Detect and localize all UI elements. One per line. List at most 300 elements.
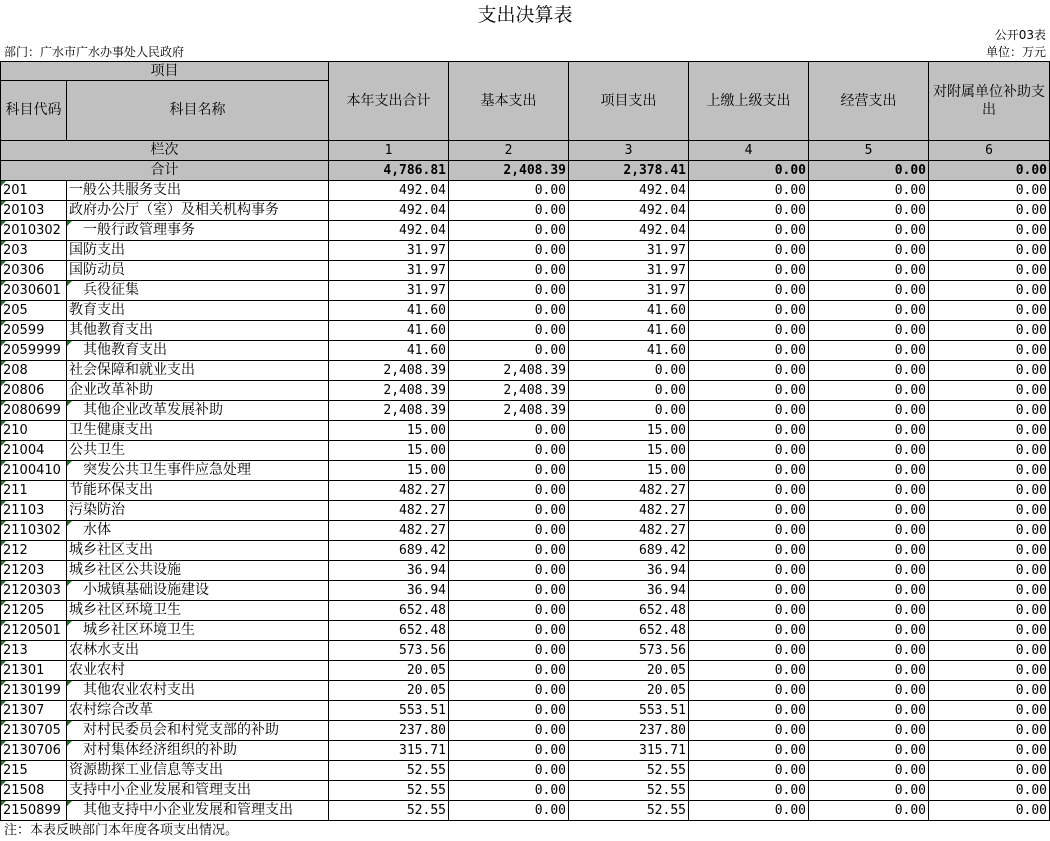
amount-cell-col-4[interactable]: 0.00 bbox=[689, 461, 809, 481]
amount-cell-col-3[interactable]: 689.42 bbox=[569, 541, 689, 561]
amount-cell-col-2[interactable]: 0.00 bbox=[449, 241, 569, 261]
amount-cell-col-3[interactable]: 15.00 bbox=[569, 441, 689, 461]
amount-cell-col-3[interactable]: 492.04 bbox=[569, 221, 689, 241]
amount-cell-col-5[interactable]: 0.00 bbox=[809, 201, 929, 221]
amount-cell-col-3[interactable]: 0.00 bbox=[569, 381, 689, 401]
subject-code-cell[interactable] bbox=[1, 361, 67, 381]
amount-cell-col-4[interactable]: 0.00 bbox=[689, 221, 809, 241]
subject-name-cell[interactable] bbox=[67, 601, 329, 621]
subject-name-cell[interactable] bbox=[67, 701, 329, 721]
amount-cell-col-4[interactable]: 0.00 bbox=[689, 201, 809, 221]
subject-code-cell[interactable] bbox=[1, 321, 67, 341]
amount-cell-col-2[interactable]: 0.00 bbox=[449, 781, 569, 801]
subject-code-cell[interactable] bbox=[1, 681, 67, 701]
table-code: 公开03表 bbox=[994, 28, 1046, 42]
text-format-flag-icon bbox=[1, 221, 6, 226]
subject-code-cell[interactable] bbox=[1, 621, 67, 641]
text-format-flag-icon bbox=[1, 801, 6, 806]
amount-cell-col-4[interactable]: 0.00 bbox=[689, 261, 809, 281]
amount-cell-col-6[interactable]: 0.00 bbox=[929, 301, 1050, 321]
amount-cell-col-5[interactable]: 0.00 bbox=[809, 261, 929, 281]
subject-code-cell[interactable] bbox=[1, 641, 67, 661]
amount-cell-col-3[interactable]: 41.60 bbox=[569, 301, 689, 321]
amount-cell-col-4[interactable]: 0.00 bbox=[689, 801, 809, 821]
amount-cell-col-6[interactable]: 0.00 bbox=[929, 721, 1050, 741]
subject-name-cell[interactable] bbox=[67, 761, 329, 781]
amount-cell-col-3[interactable]: 36.94 bbox=[569, 561, 689, 581]
subject-name-cell[interactable] bbox=[67, 381, 329, 401]
amount-cell-col-4[interactable]: 0.00 bbox=[689, 381, 809, 401]
header-col-5: 经营支出 bbox=[809, 62, 929, 141]
amount-cell-col-1[interactable]: 52.55 bbox=[329, 781, 449, 801]
amount-cell-col-3[interactable]: 31.97 bbox=[569, 261, 689, 281]
amount-cell-col-6[interactable]: 0.00 bbox=[929, 201, 1050, 221]
amount-cell-col-1[interactable]: 15.00 bbox=[329, 441, 449, 461]
subject-name-cell[interactable] bbox=[67, 301, 329, 321]
text-format-flag-icon bbox=[1, 701, 6, 706]
amount-cell-col-4[interactable]: 0.00 bbox=[689, 721, 809, 741]
subject-code-cell[interactable] bbox=[1, 601, 67, 621]
amount-cell-col-1[interactable]: 41.60 bbox=[329, 321, 449, 341]
amount-cell-col-2[interactable]: 0.00 bbox=[449, 661, 569, 681]
amount-cell-col-1[interactable]: 20.05 bbox=[329, 681, 449, 701]
text-format-flag-icon bbox=[1, 441, 6, 446]
amount-cell-col-2[interactable]: 0.00 bbox=[449, 521, 569, 541]
amount-cell-col-6[interactable]: 0.00 bbox=[929, 761, 1050, 781]
amount-cell-col-4[interactable]: 0.00 bbox=[689, 241, 809, 261]
amount-cell-col-4[interactable]: 0.00 bbox=[689, 401, 809, 421]
amount-cell-col-2[interactable]: 0.00 bbox=[449, 461, 569, 481]
subject-code-cell[interactable] bbox=[1, 701, 67, 721]
amount-cell-col-6[interactable]: 0.00 bbox=[929, 401, 1050, 421]
amount-cell-col-5[interactable]: 0.00 bbox=[809, 521, 929, 541]
subject-name-cell[interactable] bbox=[67, 741, 329, 761]
subject-code-cell[interactable] bbox=[1, 341, 67, 361]
subject-name-cell[interactable] bbox=[67, 641, 329, 661]
department-row bbox=[0, 43, 1046, 61]
subject-name-cell[interactable] bbox=[67, 281, 329, 301]
amount-cell-col-3[interactable]: 20.05 bbox=[569, 661, 689, 681]
amount-cell-col-2[interactable]: 0.00 bbox=[449, 741, 569, 761]
amount-cell-col-4[interactable]: 0.00 bbox=[689, 741, 809, 761]
subject-name: 其他企业改革发展补助 bbox=[83, 402, 223, 418]
amount-cell-col-3[interactable]: 237.80 bbox=[569, 721, 689, 741]
subject-code-cell[interactable] bbox=[1, 721, 67, 741]
amount-cell-col-5[interactable]: 0.00 bbox=[809, 701, 929, 721]
subject-name-cell[interactable] bbox=[67, 521, 329, 541]
amount-cell-col-3[interactable]: 36.94 bbox=[569, 581, 689, 601]
amount-cell-col-4[interactable]: 0.00 bbox=[689, 361, 809, 381]
table-row bbox=[1, 621, 1050, 641]
amount-cell-col-2[interactable]: 0.00 bbox=[449, 261, 569, 281]
subject-code: 2150899 bbox=[3, 803, 61, 818]
amount-cell-col-2[interactable]: 0.00 bbox=[449, 701, 569, 721]
amount-cell-col-5[interactable]: 0.00 bbox=[809, 321, 929, 341]
amount-cell-col-1[interactable]: 315.71 bbox=[329, 741, 449, 761]
amount-cell-col-4[interactable]: 0.00 bbox=[689, 581, 809, 601]
amount-cell-col-1[interactable]: 553.51 bbox=[329, 701, 449, 721]
amount-cell-col-1[interactable]: 31.97 bbox=[329, 261, 449, 281]
amount-cell-col-3[interactable]: 15.00 bbox=[569, 461, 689, 481]
subject-name-cell[interactable] bbox=[67, 221, 329, 241]
amount-cell-col-3[interactable]: 482.27 bbox=[569, 481, 689, 501]
amount-cell-col-2[interactable]: 0.00 bbox=[449, 501, 569, 521]
amount-cell-col-1[interactable]: 2,408.39 bbox=[329, 401, 449, 421]
amount-cell-col-2[interactable]: 2,408.39 bbox=[449, 381, 569, 401]
amount-cell-col-6[interactable]: 0.00 bbox=[929, 781, 1050, 801]
amount-cell-col-2[interactable]: 0.00 bbox=[449, 601, 569, 621]
amount-cell-col-1[interactable]: 689.42 bbox=[329, 541, 449, 561]
subject-code-cell[interactable] bbox=[1, 241, 67, 261]
subject-code-cell[interactable] bbox=[1, 261, 67, 281]
subject-name-cell[interactable] bbox=[67, 321, 329, 341]
amount-cell-col-3[interactable]: 0.00 bbox=[569, 361, 689, 381]
subject-name-cell[interactable] bbox=[67, 501, 329, 521]
amount-cell-col-1[interactable]: 492.04 bbox=[329, 221, 449, 241]
subject-name: 公共卫生 bbox=[69, 442, 125, 458]
amount-cell-col-4[interactable]: 0.00 bbox=[689, 421, 809, 441]
amount-cell-col-1[interactable]: 52.55 bbox=[329, 801, 449, 821]
amount-cell-col-2[interactable]: 0.00 bbox=[449, 801, 569, 821]
amount-cell-col-1[interactable]: 482.27 bbox=[329, 521, 449, 541]
amount-cell-col-3[interactable]: 52.55 bbox=[569, 761, 689, 781]
amount-cell-col-6[interactable]: 0.00 bbox=[929, 801, 1050, 821]
text-format-flag-icon bbox=[67, 521, 72, 526]
amount-cell-col-1[interactable]: 15.00 bbox=[329, 421, 449, 441]
amount-cell-col-6[interactable]: 0.00 bbox=[929, 461, 1050, 481]
amount-cell-col-6[interactable]: 0.00 bbox=[929, 541, 1050, 561]
subject-code-cell[interactable] bbox=[1, 521, 67, 541]
amount-cell-col-1[interactable]: 652.48 bbox=[329, 601, 449, 621]
amount-cell-col-4[interactable]: 0.00 bbox=[689, 561, 809, 581]
amount-cell-col-3[interactable]: 652.48 bbox=[569, 601, 689, 621]
amount-cell-col-5[interactable]: 0.00 bbox=[809, 341, 929, 361]
amount-cell-col-1[interactable]: 492.04 bbox=[329, 181, 449, 201]
subject-name-cell[interactable] bbox=[67, 801, 329, 821]
amount-cell-col-1[interactable]: 41.60 bbox=[329, 301, 449, 321]
total-value-3: 2,378.41 bbox=[569, 161, 689, 181]
subject-code-cell[interactable] bbox=[1, 201, 67, 221]
subject-code: 2080699 bbox=[3, 403, 61, 418]
amount-cell-col-1[interactable]: 482.27 bbox=[329, 501, 449, 521]
subject-code-cell[interactable] bbox=[1, 421, 67, 441]
table-row bbox=[1, 741, 1050, 761]
amount-cell-col-5[interactable]: 0.00 bbox=[809, 301, 929, 321]
amount-cell-col-6[interactable]: 0.00 bbox=[929, 441, 1050, 461]
subject-name: 污染防治 bbox=[69, 502, 125, 518]
subject-code-cell[interactable] bbox=[1, 381, 67, 401]
amount-cell-col-6[interactable]: 0.00 bbox=[929, 621, 1050, 641]
amount-cell-col-3[interactable]: 52.55 bbox=[569, 801, 689, 821]
amount-cell-col-3[interactable]: 482.27 bbox=[569, 501, 689, 521]
subject-code-cell[interactable] bbox=[1, 761, 67, 781]
amount-cell-col-1[interactable]: 482.27 bbox=[329, 481, 449, 501]
subject-code: 215 bbox=[3, 763, 28, 778]
amount-cell-col-2[interactable]: 0.00 bbox=[449, 621, 569, 641]
subject-name: 农业农村 bbox=[69, 662, 125, 678]
amount-cell-col-6[interactable]: 0.00 bbox=[929, 261, 1050, 281]
amount-cell-col-4[interactable]: 0.00 bbox=[689, 181, 809, 201]
subject-name-cell[interactable] bbox=[67, 181, 329, 201]
amount-cell-col-2[interactable]: 0.00 bbox=[449, 761, 569, 781]
amount-cell-col-3[interactable]: 31.97 bbox=[569, 281, 689, 301]
amount-cell-col-5[interactable]: 0.00 bbox=[809, 681, 929, 701]
amount-cell-col-6[interactable]: 0.00 bbox=[929, 341, 1050, 361]
amount-cell-col-6[interactable]: 0.00 bbox=[929, 561, 1050, 581]
amount-cell-col-3[interactable]: 482.27 bbox=[569, 521, 689, 541]
amount-cell-col-5[interactable]: 0.00 bbox=[809, 561, 929, 581]
amount-cell-col-6[interactable]: 0.00 bbox=[929, 241, 1050, 261]
amount-cell-col-4[interactable]: 0.00 bbox=[689, 341, 809, 361]
amount-cell-col-5[interactable]: 0.00 bbox=[809, 641, 929, 661]
table-row bbox=[1, 261, 1050, 281]
amount-cell-col-5[interactable]: 0.00 bbox=[809, 421, 929, 441]
amount-cell-col-3[interactable]: 20.05 bbox=[569, 681, 689, 701]
text-format-flag-icon bbox=[1, 501, 6, 506]
amount-cell-col-4[interactable]: 0.00 bbox=[689, 441, 809, 461]
amount-cell-col-6[interactable]: 0.00 bbox=[929, 501, 1050, 521]
amount-cell-col-4[interactable]: 0.00 bbox=[689, 481, 809, 501]
amount-cell-col-6[interactable]: 0.00 bbox=[929, 741, 1050, 761]
amount-cell-col-6[interactable]: 0.00 bbox=[929, 281, 1050, 301]
amount-cell-col-1[interactable]: 52.55 bbox=[329, 761, 449, 781]
text-format-flag-icon bbox=[1, 361, 6, 366]
amount-cell-col-1[interactable]: 41.60 bbox=[329, 341, 449, 361]
subject-code-cell[interactable] bbox=[1, 581, 67, 601]
amount-cell-col-5[interactable]: 0.00 bbox=[809, 801, 929, 821]
amount-cell-col-2[interactable]: 0.00 bbox=[449, 581, 569, 601]
amount-cell-col-3[interactable]: 573.56 bbox=[569, 641, 689, 661]
amount-cell-col-4[interactable]: 0.00 bbox=[689, 781, 809, 801]
amount-cell-col-4[interactable]: 0.00 bbox=[689, 501, 809, 521]
subject-code-cell[interactable] bbox=[1, 501, 67, 521]
amount-cell-col-5[interactable]: 0.00 bbox=[809, 381, 929, 401]
subject-code-cell[interactable] bbox=[1, 401, 67, 421]
amount-cell-col-5[interactable]: 0.00 bbox=[809, 181, 929, 201]
total-row bbox=[1, 161, 1050, 181]
amount-cell-col-5[interactable]: 0.00 bbox=[809, 501, 929, 521]
subject-name-cell[interactable] bbox=[67, 341, 329, 361]
subject-name-cell[interactable] bbox=[67, 481, 329, 501]
subject-name: 节能环保支出 bbox=[69, 482, 153, 498]
amount-cell-col-4[interactable]: 0.00 bbox=[689, 761, 809, 781]
amount-cell-col-2[interactable]: 0.00 bbox=[449, 481, 569, 501]
amount-cell-col-2[interactable]: 0.00 bbox=[449, 301, 569, 321]
amount-cell-col-1[interactable]: 492.04 bbox=[329, 201, 449, 221]
amount-cell-col-1[interactable]: 573.56 bbox=[329, 641, 449, 661]
amount-cell-col-3[interactable]: 652.48 bbox=[569, 621, 689, 641]
amount-cell-col-2[interactable]: 0.00 bbox=[449, 281, 569, 301]
amount-cell-col-6[interactable]: 0.00 bbox=[929, 421, 1050, 441]
table-row bbox=[1, 441, 1050, 461]
amount-cell-col-5[interactable]: 0.00 bbox=[809, 741, 929, 761]
amount-cell-col-4[interactable]: 0.00 bbox=[689, 681, 809, 701]
amount-cell-col-2[interactable]: 2,408.39 bbox=[449, 401, 569, 421]
amount-cell-col-2[interactable]: 0.00 bbox=[449, 201, 569, 221]
amount-cell-col-5[interactable]: 0.00 bbox=[809, 661, 929, 681]
amount-cell-col-4[interactable]: 0.00 bbox=[689, 621, 809, 641]
amount-cell-col-5[interactable]: 0.00 bbox=[809, 221, 929, 241]
table-body bbox=[1, 181, 1050, 821]
amount-cell-col-4[interactable]: 0.00 bbox=[689, 321, 809, 341]
subject-code: 2100410 bbox=[3, 463, 61, 478]
amount-cell-col-5[interactable]: 0.00 bbox=[809, 461, 929, 481]
column-index-4: 4 bbox=[689, 141, 809, 161]
amount-cell-col-5[interactable]: 0.00 bbox=[809, 581, 929, 601]
amount-cell-col-2[interactable]: 0.00 bbox=[449, 641, 569, 661]
amount-cell-col-6[interactable]: 0.00 bbox=[929, 361, 1050, 381]
amount-cell-col-5[interactable]: 0.00 bbox=[809, 601, 929, 621]
subject-code-cell[interactable] bbox=[1, 461, 67, 481]
subject-code: 203 bbox=[3, 243, 28, 258]
amount-cell-col-1[interactable]: 36.94 bbox=[329, 561, 449, 581]
amount-cell-col-2[interactable]: 0.00 bbox=[449, 321, 569, 341]
table-row bbox=[1, 681, 1050, 701]
subject-name-cell[interactable] bbox=[67, 261, 329, 281]
amount-cell-col-3[interactable]: 31.97 bbox=[569, 241, 689, 261]
amount-cell-col-6[interactable]: 0.00 bbox=[929, 661, 1050, 681]
subject-name-cell[interactable] bbox=[67, 241, 329, 261]
header-name: 科目名称 bbox=[67, 81, 329, 141]
subject-name-cell[interactable] bbox=[67, 361, 329, 381]
subject-code-cell[interactable] bbox=[1, 541, 67, 561]
amount-cell-col-2[interactable]: 0.00 bbox=[449, 541, 569, 561]
amount-cell-col-1[interactable]: 2,408.39 bbox=[329, 381, 449, 401]
subject-name-cell[interactable] bbox=[67, 421, 329, 441]
unit-label: 单位：万元 bbox=[985, 45, 1046, 59]
amount-cell-col-1[interactable]: 15.00 bbox=[329, 461, 449, 481]
amount-cell-col-5[interactable]: 0.00 bbox=[809, 401, 929, 421]
column-index-row bbox=[1, 141, 1050, 161]
amount-cell-col-1[interactable]: 31.97 bbox=[329, 241, 449, 261]
subject-code-cell[interactable] bbox=[1, 481, 67, 501]
amount-cell-col-4[interactable]: 0.00 bbox=[689, 601, 809, 621]
amount-cell-col-2[interactable]: 0.00 bbox=[449, 721, 569, 741]
subject-code-cell[interactable] bbox=[1, 221, 67, 241]
subject-code-cell[interactable] bbox=[1, 181, 67, 201]
amount-cell-col-3[interactable]: 41.60 bbox=[569, 341, 689, 361]
amount-cell-col-2[interactable]: 2,408.39 bbox=[449, 361, 569, 381]
amount-cell-col-5[interactable]: 0.00 bbox=[809, 621, 929, 641]
amount-cell-col-6[interactable]: 0.00 bbox=[929, 641, 1050, 661]
subject-code-cell[interactable] bbox=[1, 741, 67, 761]
subject-code: 211 bbox=[3, 483, 28, 498]
subject-name: 教育支出 bbox=[69, 302, 125, 318]
subject-name-cell[interactable] bbox=[67, 621, 329, 641]
amount-cell-col-5[interactable]: 0.00 bbox=[809, 441, 929, 461]
amount-cell-col-3[interactable]: 492.04 bbox=[569, 201, 689, 221]
amount-cell-col-2[interactable]: 0.00 bbox=[449, 221, 569, 241]
amount-cell-col-2[interactable]: 0.00 bbox=[449, 341, 569, 361]
subject-code-cell[interactable] bbox=[1, 801, 67, 821]
table-row bbox=[1, 701, 1050, 721]
subject-name-cell[interactable] bbox=[67, 401, 329, 421]
amount-cell-col-3[interactable]: 553.51 bbox=[569, 701, 689, 721]
amount-cell-col-4[interactable]: 0.00 bbox=[689, 541, 809, 561]
amount-cell-col-2[interactable]: 0.00 bbox=[449, 561, 569, 581]
subject-name-cell[interactable] bbox=[67, 721, 329, 741]
amount-cell-col-2[interactable]: 0.00 bbox=[449, 441, 569, 461]
subject-name: 其他支持中小企业发展和管理支出 bbox=[83, 802, 293, 818]
amount-cell-col-5[interactable]: 0.00 bbox=[809, 781, 929, 801]
table-row bbox=[1, 341, 1050, 361]
amount-cell-col-5[interactable]: 0.00 bbox=[809, 241, 929, 261]
subject-name-cell[interactable] bbox=[67, 461, 329, 481]
table-row bbox=[1, 221, 1050, 241]
amount-cell-col-6[interactable]: 0.00 bbox=[929, 221, 1050, 241]
amount-cell-col-2[interactable]: 0.00 bbox=[449, 681, 569, 701]
amount-cell-col-3[interactable]: 15.00 bbox=[569, 421, 689, 441]
amount-cell-col-6[interactable]: 0.00 bbox=[929, 381, 1050, 401]
text-format-flag-icon bbox=[67, 461, 72, 466]
amount-cell-col-6[interactable]: 0.00 bbox=[929, 181, 1050, 201]
amount-cell-col-1[interactable]: 2,408.39 bbox=[329, 361, 449, 381]
amount-cell-col-5[interactable]: 0.00 bbox=[809, 361, 929, 381]
amount-cell-col-1[interactable]: 36.94 bbox=[329, 581, 449, 601]
amount-cell-col-1[interactable]: 237.80 bbox=[329, 721, 449, 741]
subject-name-cell[interactable] bbox=[67, 581, 329, 601]
amount-cell-col-3[interactable]: 0.00 bbox=[569, 401, 689, 421]
subject-name-cell[interactable] bbox=[67, 781, 329, 801]
amount-cell-col-6[interactable]: 0.00 bbox=[929, 521, 1050, 541]
subject-code-cell[interactable] bbox=[1, 561, 67, 581]
amount-cell-col-6[interactable]: 0.00 bbox=[929, 321, 1050, 341]
subject-name-cell[interactable] bbox=[67, 661, 329, 681]
subject-code-cell[interactable] bbox=[1, 661, 67, 681]
amount-cell-col-5[interactable]: 0.00 bbox=[809, 761, 929, 781]
amount-cell-col-5[interactable]: 0.00 bbox=[809, 481, 929, 501]
amount-cell-col-6[interactable]: 0.00 bbox=[929, 681, 1050, 701]
amount-cell-col-4[interactable]: 0.00 bbox=[689, 281, 809, 301]
amount-cell-col-1[interactable]: 31.97 bbox=[329, 281, 449, 301]
amount-cell-col-3[interactable]: 492.04 bbox=[569, 181, 689, 201]
amount-cell-col-6[interactable]: 0.00 bbox=[929, 701, 1050, 721]
amount-cell-col-4[interactable]: 0.00 bbox=[689, 661, 809, 681]
amount-cell-col-6[interactable]: 0.00 bbox=[929, 601, 1050, 621]
subject-name-cell[interactable] bbox=[67, 441, 329, 461]
column-index-1: 1 bbox=[329, 141, 449, 161]
amount-cell-col-1[interactable]: 652.48 bbox=[329, 621, 449, 641]
subject-code-cell[interactable] bbox=[1, 441, 67, 461]
amount-cell-col-4[interactable]: 0.00 bbox=[689, 641, 809, 661]
subject-name-cell[interactable] bbox=[67, 201, 329, 221]
amount-cell-col-2[interactable]: 0.00 bbox=[449, 421, 569, 441]
amount-cell-col-3[interactable]: 41.60 bbox=[569, 321, 689, 341]
subject-name-cell[interactable] bbox=[67, 681, 329, 701]
subject-name-cell[interactable] bbox=[67, 561, 329, 581]
amount-cell-col-3[interactable]: 52.55 bbox=[569, 781, 689, 801]
table-row bbox=[1, 481, 1050, 501]
subject-code-cell[interactable] bbox=[1, 781, 67, 801]
footnote: 注：本表反映部门本年度各项支出情况。 bbox=[4, 823, 239, 838]
subject-name: 突发公共卫生事件应急处理 bbox=[83, 462, 251, 478]
amount-cell-col-3[interactable]: 315.71 bbox=[569, 741, 689, 761]
subject-code-cell[interactable] bbox=[1, 301, 67, 321]
amount-cell-col-6[interactable]: 0.00 bbox=[929, 581, 1050, 601]
amount-cell-col-5[interactable]: 0.00 bbox=[809, 721, 929, 741]
total-label: 合计 bbox=[1, 161, 329, 181]
amount-cell-col-4[interactable]: 0.00 bbox=[689, 701, 809, 721]
amount-cell-col-5[interactable]: 0.00 bbox=[809, 281, 929, 301]
amount-cell-col-5[interactable]: 0.00 bbox=[809, 541, 929, 561]
amount-cell-col-4[interactable]: 0.00 bbox=[689, 521, 809, 541]
amount-cell-col-6[interactable]: 0.00 bbox=[929, 481, 1050, 501]
amount-cell-col-2[interactable]: 0.00 bbox=[449, 181, 569, 201]
amount-cell-col-4[interactable]: 0.00 bbox=[689, 301, 809, 321]
subject-code-cell[interactable] bbox=[1, 281, 67, 301]
amount-cell-col-1[interactable]: 20.05 bbox=[329, 661, 449, 681]
subject-name-cell[interactable] bbox=[67, 541, 329, 561]
